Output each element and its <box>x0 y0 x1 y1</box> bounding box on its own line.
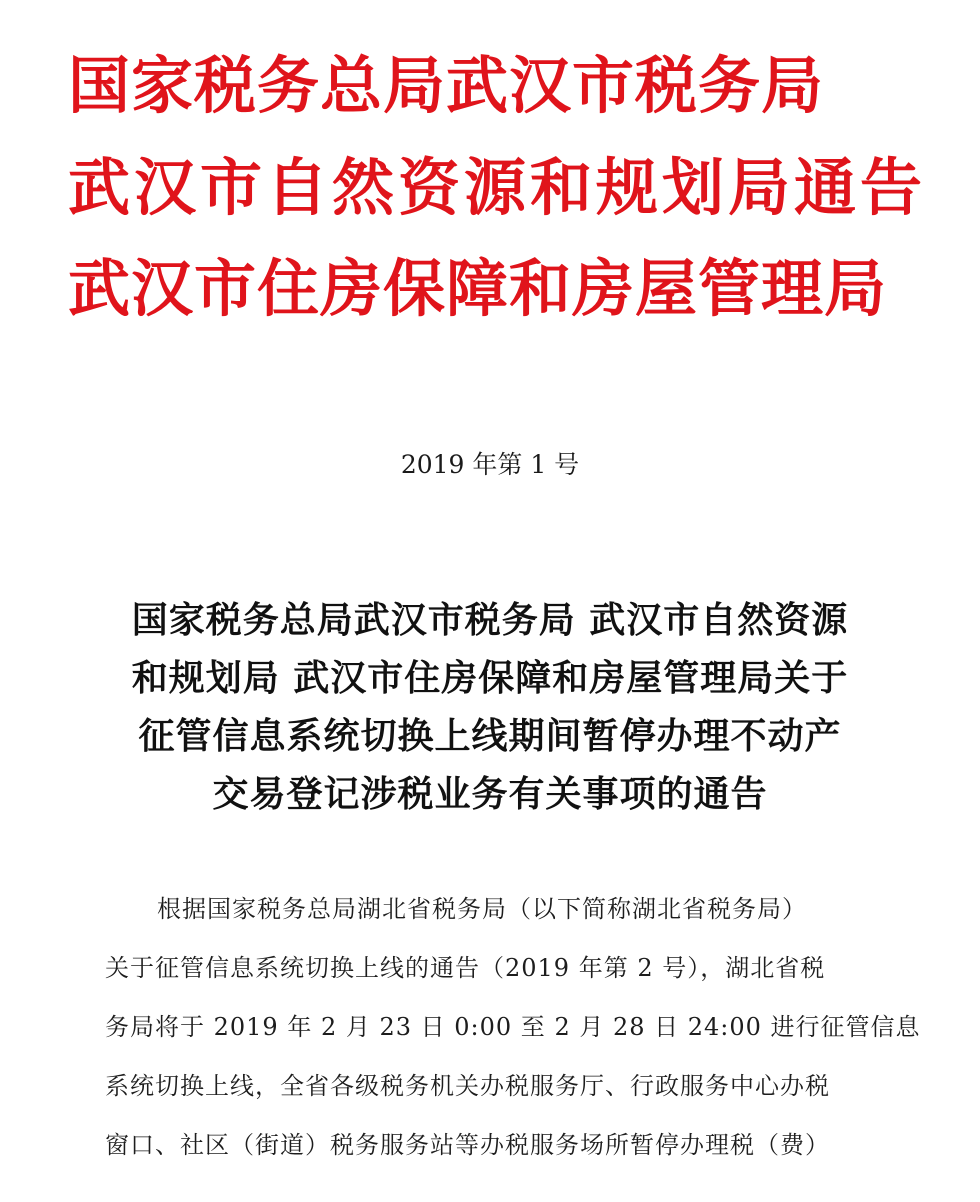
title-line: 和规划局 武汉市住房保障和房屋管理局关于 <box>131 658 849 699</box>
issuing-authority-line-2: 武汉市自然资源和规划局通告 <box>68 151 927 224</box>
issuing-authority-line-1: 国家税务总局武汉市税务局 <box>68 49 825 122</box>
body-line: 窗口、社区（街道）税务服务站等办税服务场所暂停办理税（费） <box>105 1131 830 1159</box>
body-line: 关于征管信息系统切换上线的通告（2019 年第 2 号），湖北省税 <box>105 954 826 982</box>
title-line: 征管信息系统切换上线期间暂停办理不动产 <box>138 716 842 757</box>
document-body <box>105 880 921 1175</box>
document-number: 2019 年第 1 号 <box>400 450 580 479</box>
issuing-authority-line-3: 武汉市住房保障和房屋管理局 <box>68 252 888 325</box>
title-line: 国家税务总局武汉市税务局 武汉市自然资源 <box>131 600 849 641</box>
body-line: 根据国家税务总局湖北省税务局（以下简称湖北省税务局） <box>157 895 807 923</box>
body-line: 系统切换上线，全省各级税务机关办税服务厅、行政服务中心办税 <box>105 1072 830 1100</box>
title-line: 交易登记涉税业务有关事项的通告 <box>212 774 768 815</box>
body-line: 务局将于 2019 年 2 月 23 日 0:00 至 2 月 28 日 24:00 进行征管信息 <box>105 1013 921 1041</box>
document-title <box>0 592 980 824</box>
